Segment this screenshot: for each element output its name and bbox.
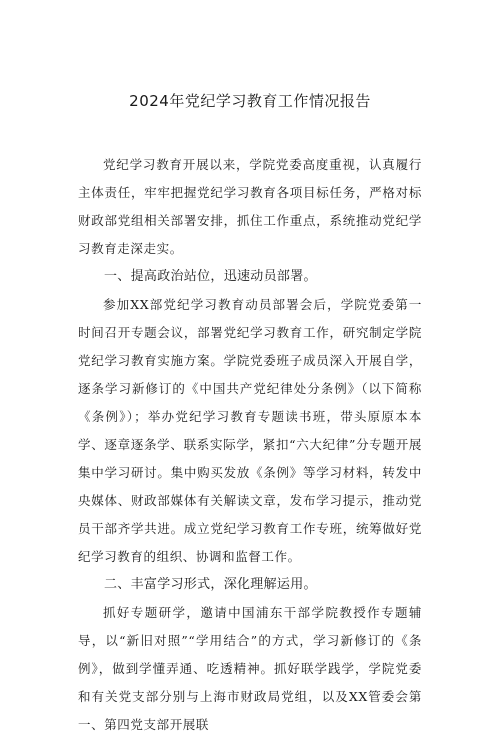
section-heading-2: 二、丰富学习形式，深化理解运用。 <box>104 577 317 592</box>
document-title: 2024年党纪学习教育工作情况报告 <box>129 92 371 110</box>
document-body <box>78 151 422 739</box>
section-1-paragraph: 参加XX部党纪学习教育动员部署会后，学院党委第一时间召开专题会议，部署党纪学习教育工作，研究制定学院党纪学习教育实施方案。学院党委班子成员深入开展自学，逐条学习新修订的《中国共产党纪律处分条例》（以下简称《条例》）；举办党纪学习教育专题读书班，带头原原本本学、逐章逐条学、联系实际学，紧扣“六大纪律”分专题开展集中学习研讨。集中购买发放《条例》等学习材料，转发中央媒体、财政部媒体有关解读文章，发布学习提示，推动党员干部齐学共进。成立党纪学习教育工作专班，统筹做好党纪学习教育的组织、协调和监督工作。 <box>78 297 422 564</box>
intro-paragraph: 党纪学习教育开展以来，学院党委高度重视，认真履行主体责任，牢牢把握党纪学习教育各项目标任务，严格对标财政部党组相关部署安排，抓住工作重点，系统推动党纪学习教育走深走实。 <box>78 157 422 256</box>
section-heading-1: 一、提高政治站位，迅速动员部署。 <box>104 269 317 284</box>
section-2-paragraph: 抓好专题研学，邀请中国浦东干部学院教授作专题辅导，以“新旧对照”“学用结合”的方式，学习新修订的《条例》，做到学懂弄通、吃透精神。抓好联学践学，学院党委和有关党支部分别与上海市财政局党组，以及XX管委会第一、第四党支部开展联 <box>78 605 422 732</box>
